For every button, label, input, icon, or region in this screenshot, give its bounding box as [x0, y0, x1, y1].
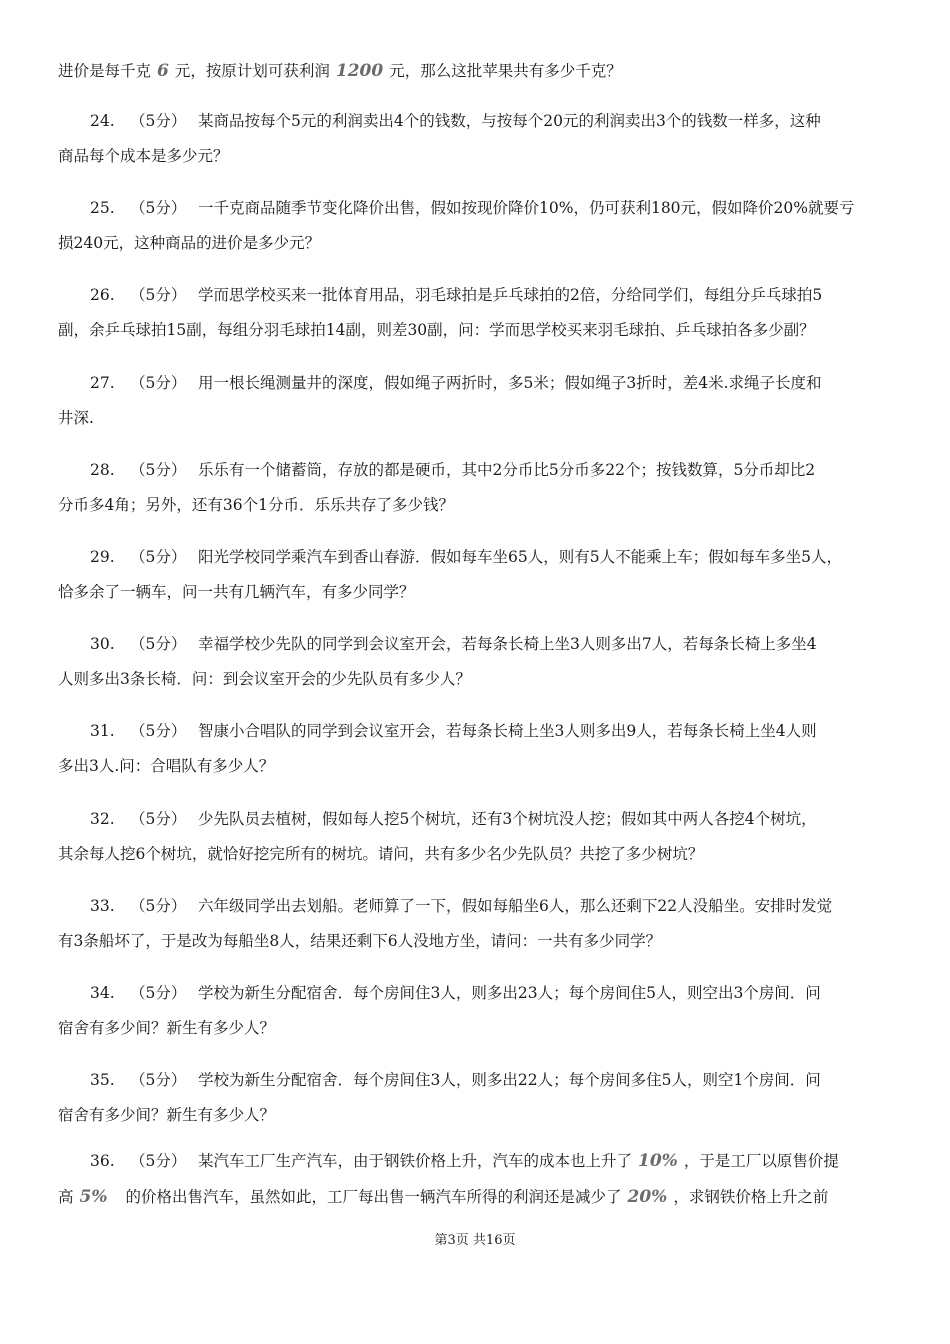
question-text: 幸福学校少先队的同学到会议室开会，若每条长椅上坐3人则多出7人，若每条长椅上多坐4	[198, 635, 817, 654]
question-line-2: 副，余乒乓球拍15副，每组分羽毛球拍14副，则差30副，问：学而思学校买来羽毛球拍、乒乓球拍各多少副？	[58, 321, 815, 340]
question-score: （5分）	[130, 286, 187, 305]
question-number: 31.	[90, 722, 115, 741]
question-text: 一千克商品随季节变化降价出售，假如按现价降价10%，仍可获利180元，假如降价20%就要亏	[198, 199, 855, 218]
question-number: 33.	[90, 896, 115, 915]
formula-value: 10%	[638, 1151, 678, 1171]
question-number: 36.	[90, 1152, 115, 1170]
question-number: 30.	[90, 635, 115, 654]
question-line-2: 损240元，这种商品的进价是多少元？	[58, 234, 321, 253]
question-line-1	[0, 284, 950, 306]
question-score: （5分）	[130, 896, 187, 915]
question-number: 24.	[90, 112, 115, 130]
question-score: （5分）	[130, 1152, 187, 1170]
question-line-1	[0, 720, 950, 742]
question-score: （5分）	[130, 548, 187, 566]
question-line-2: 宿舍有多少间？新生有多少人？	[58, 1019, 276, 1037]
question-line-2: 人则多出3条长椅．问：到会议室开会的少先队员有多少人？	[58, 670, 471, 689]
formula-value: 20%	[627, 1187, 668, 1207]
question-score: （5分）	[130, 635, 187, 654]
question-number: 28.	[90, 460, 115, 479]
question-line-1	[0, 197, 950, 219]
question-score: （5分）	[130, 722, 187, 741]
question-line-1	[0, 1069, 950, 1091]
text: 高	[58, 1188, 74, 1206]
question-number: 27.	[90, 373, 115, 392]
question-score: （5分）	[130, 809, 187, 828]
question-36-line-1	[0, 1150, 950, 1172]
question-line-2: 商品每个成本是多少元？	[58, 147, 229, 165]
question-number: 34.	[90, 984, 115, 1002]
question-line-2: 分币多4角；另外，还有36个1分币．乐乐共存了多少钱？	[58, 495, 454, 514]
text: 元，那么这批苹果共有多少千克？	[389, 62, 622, 80]
question-score: （5分）	[130, 460, 187, 479]
question-36-line-2	[0, 1186, 950, 1208]
question-text: 某商品按每个5元的利润卖出4个的钱数，与按每个20元的利润卖出3个的钱数一样多，这种	[198, 112, 821, 130]
question-score: （5分）	[130, 984, 187, 1002]
question-line-2: 多出3人.问：合唱队有多少人？	[58, 757, 275, 776]
question-text: 智康小合唱队的同学到会议室开会，若每条长椅上坐3人则多出9人，若每条长椅上坐4人则	[198, 722, 817, 741]
question-line-1	[0, 459, 950, 481]
question-23-continuation	[0, 60, 950, 82]
question-line-2: 宿舍有多少间？新生有多少人？	[58, 1106, 276, 1125]
text: 某汽车工厂生产汽车，由于钢铁价格上升，汽车的成本也上升了	[198, 1152, 633, 1170]
question-number: 25.	[90, 199, 115, 218]
page-footer: 第3页 共16页	[434, 1233, 516, 1248]
question-line-1	[0, 982, 950, 1004]
question-line-1	[0, 808, 950, 830]
question-number: 29.	[90, 548, 115, 566]
formula-value: 5%	[79, 1187, 108, 1207]
question-text: 乐乐有一个储蓄筒，存放的都是硬币，其中2分币比5分币多22个；按钱数算，5分币却比2	[198, 460, 816, 479]
question-text: 六年级同学出去划船。老师算了一下，假如每船坐6人，那么还剩下22人没船坐。安排时发觉	[198, 896, 833, 915]
question-line-2: 恰多余了一辆车，问一共有几辆汽车，有多少同学？	[58, 583, 415, 601]
question-number: 26.	[90, 286, 115, 305]
text: ，求钢铁价格上升之前	[673, 1188, 829, 1206]
formula-value: 1200	[335, 61, 384, 81]
formula-value: 6	[157, 61, 169, 81]
question-score: （5分）	[130, 112, 187, 130]
question-line-1	[0, 110, 950, 132]
question-text: 用一根长绳测量井的深度，假如绳子两折时，多5米；假如绳子3折时，差4米.求绳子长度和	[198, 373, 822, 392]
question-text: 学而思学校买来一批体育用品，羽毛球拍是乒乓球拍的2倍，分给同学们，每组分乒乓球拍5	[198, 286, 823, 305]
text: 元，按原计划可获利润	[174, 62, 330, 80]
question-line-1	[0, 546, 950, 568]
text: 的价格出售汽车，虽然如此，工厂每出售一辆汽车所得的利润还是减少了	[125, 1188, 622, 1206]
question-line-2: 井深.	[58, 408, 94, 427]
question-line-1	[0, 372, 950, 394]
question-text: 学校为新生分配宿舍．每个房间住3人，则多出23人；每个房间住5人，则空出3个房间．问	[198, 984, 821, 1002]
question-line-1	[0, 633, 950, 655]
text: 进价是每千克	[58, 62, 152, 80]
question-score: （5分）	[130, 1071, 187, 1090]
question-score: （5分）	[130, 199, 187, 218]
question-text: 少先队员去植树，假如每人挖5个树坑，还有3个树坑没人挖；假如其中两人各挖4个树坑，	[198, 809, 817, 828]
question-score: （5分）	[130, 373, 187, 392]
question-line-2: 其余每人挖6个树坑，就恰好挖完所有的树坑。请问，共有多少名少先队员？共挖了多少树坑？	[58, 844, 704, 863]
text: ，于是工厂以原售价提	[683, 1152, 839, 1170]
question-line-2: 有3条船坏了，于是改为每船坐8人，结果还剩下6人没地方坐，请问：一共有多少同学？	[58, 931, 662, 950]
question-number: 35.	[90, 1071, 115, 1090]
question-text: 阳光学校同学乘汽车到香山春游．假如每车坐65人，则有5人不能乘上车；假如每车多坐5人，	[198, 548, 842, 566]
question-number: 32.	[90, 809, 115, 828]
question-line-1	[0, 895, 950, 917]
question-text: 学校为新生分配宿舍．每个房间住3人，则多出22人；每个房间多住5人，则空1个房间．问	[198, 1071, 821, 1090]
